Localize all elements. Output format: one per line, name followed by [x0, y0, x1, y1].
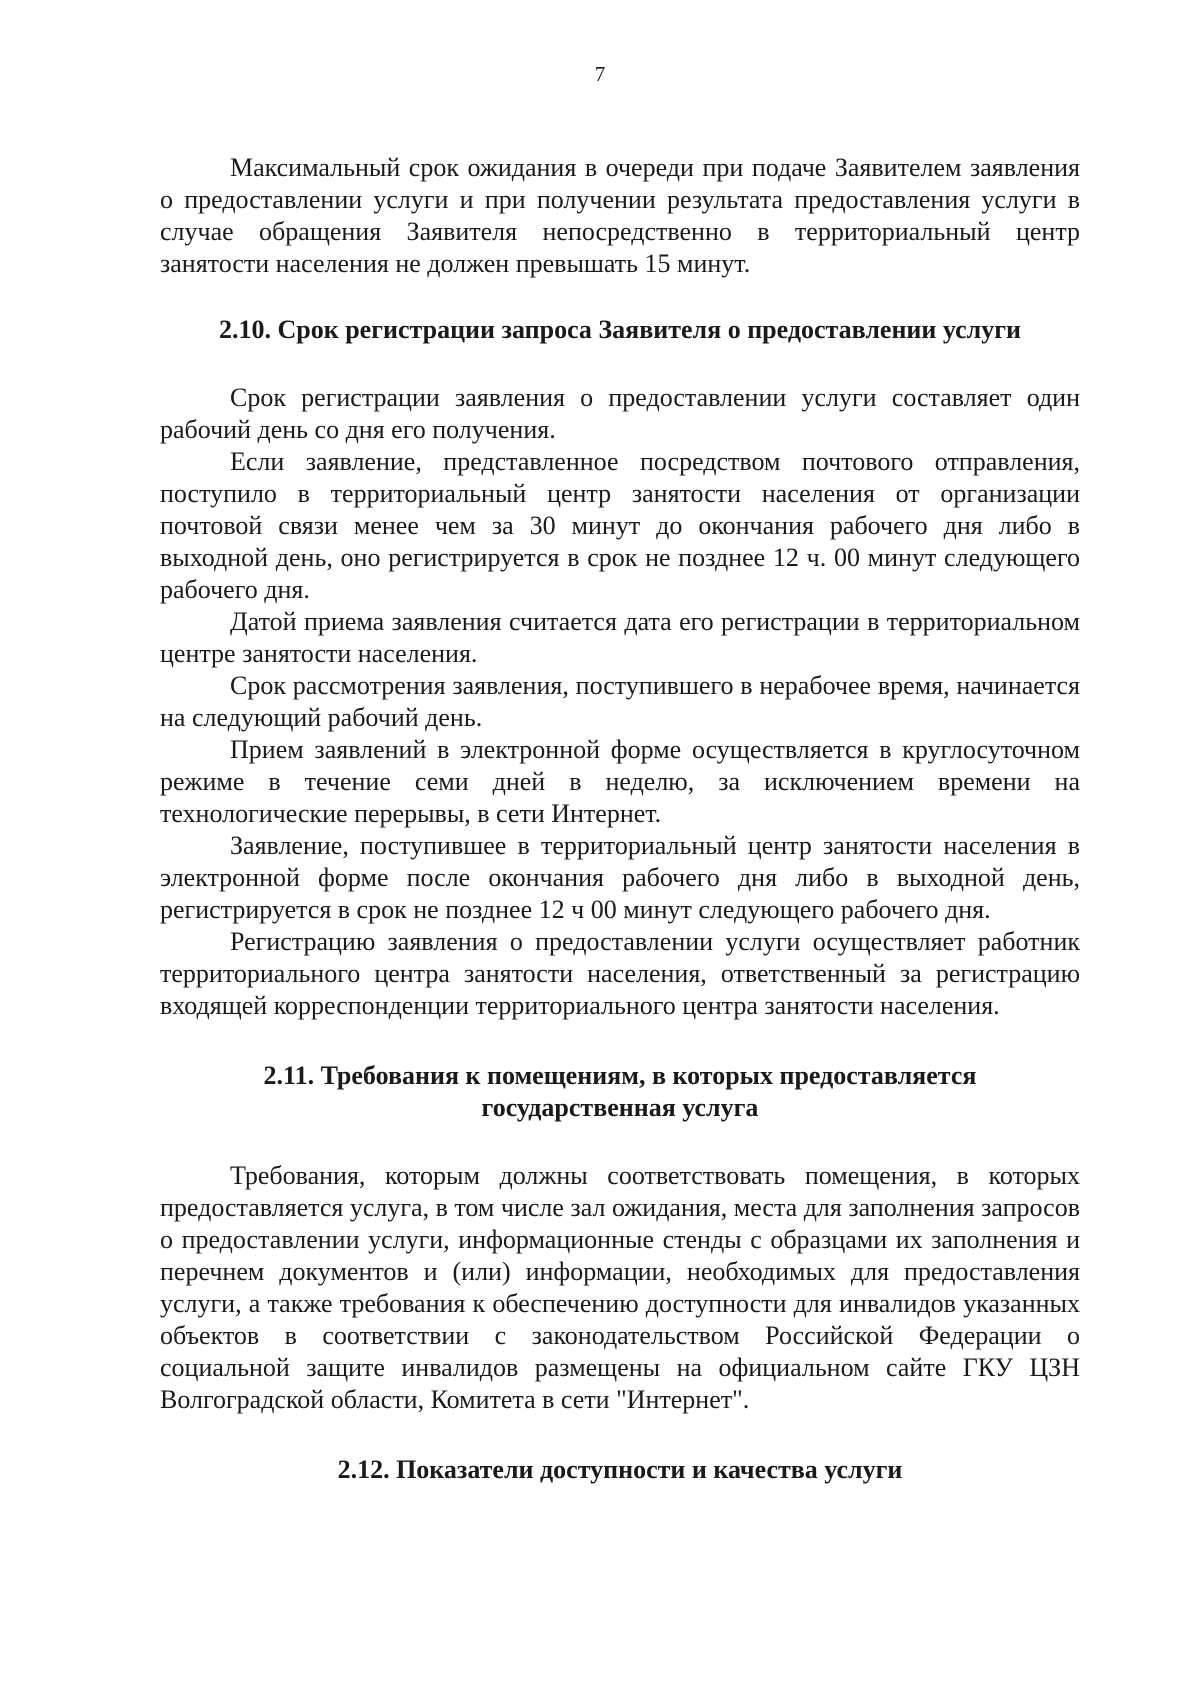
document-body — [160, 152, 1080, 1486]
paragraph-queue-wait: Максимальный срок ожидания в очереди при подаче Заявителем заявления о предоставлении услуги и при получении результата предоставления услуги в случае обращения Заявителя непосредственно в территориальный центр занятости населения не должен превышать 15 минут. — [160, 153, 1080, 278]
section-heading-2-11-line2: государственная услуга — [481, 1093, 759, 1122]
paragraph-postal-submission: Если заявление, представленное посредством почтового отправления, поступило в территориальный центр занятости населения от организации почтовой связи менее чем за 30 минут до окончания рабочего дня либо в выходной день, оно регистрируется в срок не позднее 12 ч. 00 минут следующего рабочего дня. — [160, 447, 1080, 604]
section-2-10-body — [160, 382, 1080, 1022]
paragraph-acceptance-date: Датой приема заявления считается дата его регистрации в территориальном центре занятости населения. — [160, 607, 1080, 668]
section-heading-2-10: 2.10. Срок регистрации запроса Заявителя о предоставлении услуги — [218, 315, 1021, 344]
paragraph-review-term: Срок рассмотрения заявления, поступившего в нерабочее время, начинается на следующий рабочий день. — [160, 671, 1080, 732]
section-heading-2-11 — [160, 1060, 1080, 1124]
paragraph-registration-officer: Регистрацию заявления о предоставлении услуги осуществляет работник территориального центра занятости населения, ответственный за регистрацию входящей корреспонденции территориального центра занятости населения. — [160, 927, 1080, 1020]
paragraph-premises-requirements: Требования, которым должны соответствовать помещения, в которых предоставляется услуга, в том числе зал ожидания, места для заполнения запросов о предоставлении услуги, информационные стенды с образцами их заполнения и перечнем документов и (или) информации, необходимых для предоставления услуги, а также требования к обеспечению доступности для инвалидов указанных объектов в соответствии с законодательством Российской Федерации о социальной защите инвалидов размещены на официальном сайте ГКУ ЦЗН Волгоградской области, Комитета в сети "Интернет". — [160, 1161, 1080, 1414]
section-heading-2-11-line1: 2.11. Требования к помещениям, в которых предоставляется — [263, 1061, 977, 1090]
page-number: 7 — [594, 62, 606, 86]
section-2-11-body — [160, 1160, 1080, 1416]
paragraph-electronic-registration: Заявление, поступившее в территориальный центр занятости населения в электронной форме после окончания рабочего дня либо в выходной день, регистрируется в срок не позднее 12 ч 00 минут следующего рабочего дня. — [160, 831, 1080, 924]
paragraph-registration-term: Срок регистрации заявления о предоставлении услуги составляет один рабочий день со дня его получения. — [160, 383, 1080, 444]
section-heading-2-12: 2.12. Показатели доступности и качества услуги — [337, 1455, 903, 1484]
paragraph-electronic-acceptance: Прием заявлений в электронной форме осуществляется в круглосуточном режиме в течение семи дней в неделю, за исключением времени на технологические перерывы, в сети Интернет. — [160, 735, 1080, 828]
